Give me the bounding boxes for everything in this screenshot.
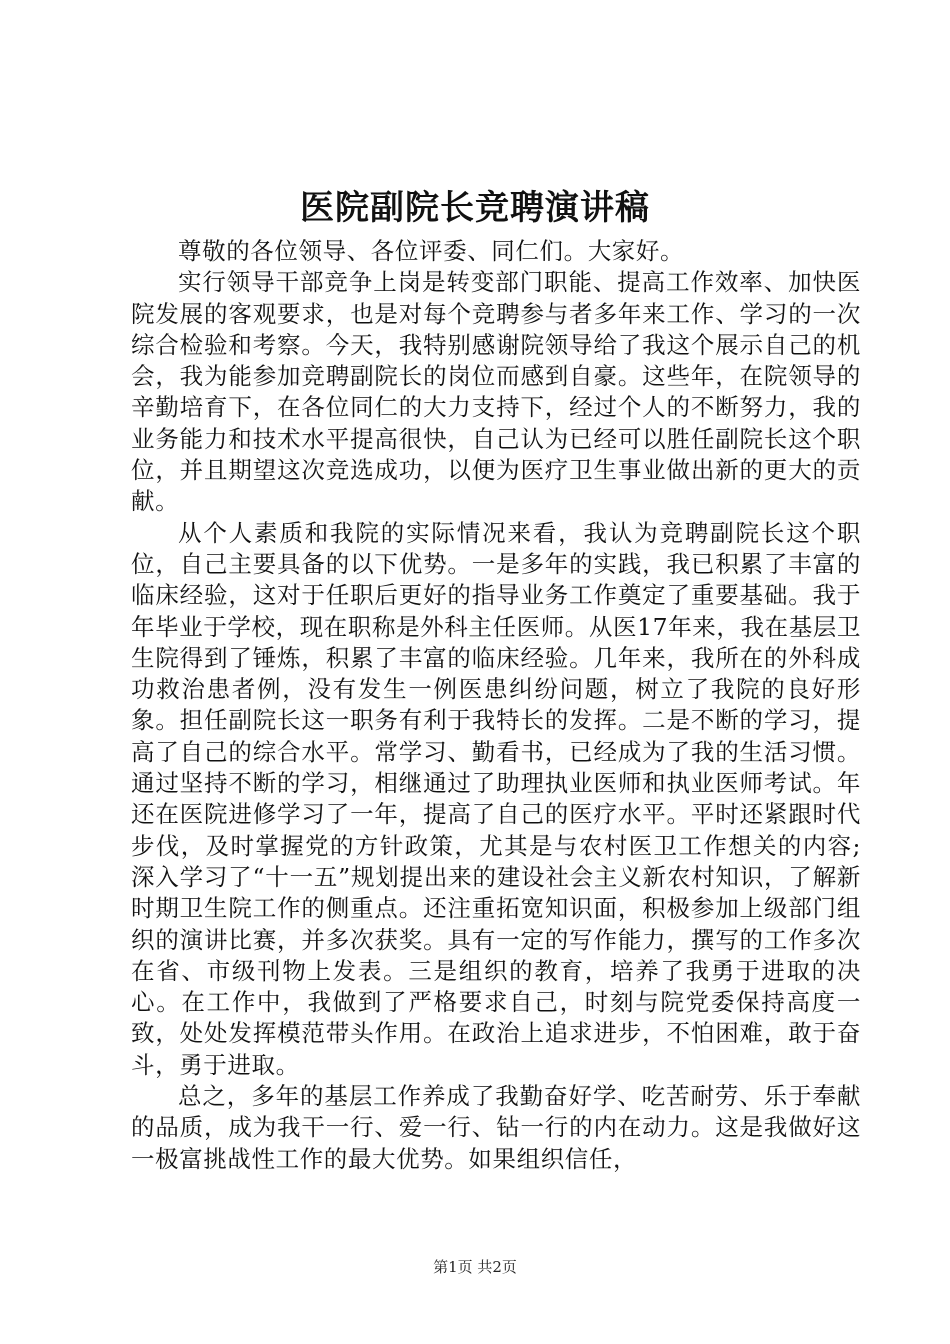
- document-title: 医院副院长竞聘演讲稿: [300, 188, 650, 228]
- paragraph-introduction: 实行领导干部竞争上岗是转变部门职能、提高工作效率、加快医院发展的客观要求，也是对每个竞聘参与者多年来工作、学习的一次综合检验和考察。今天，我特别感谢院领导给了我这个展示自己的机会，我为能参加竞聘副院长的岗位而感到自豪。这些年，在院领导的辛勤培育下，在各位同仁的大力支持下，经过个人的不断努力，我的业务能力和技术水平提高很快，自己认为已经可以胜任副院长这个职位，并且期望这次竞选成功，以便为医疗卫生事业做出新的更大的贡献。: [131, 268, 861, 516]
- page-number-footer: 第1页 共2页: [433, 1258, 517, 1276]
- paragraph-summary: 总之，多年的基层工作养成了我勤奋好学、吃苦耐劳、乐于奉献的品质，成为我干一行、爱一行、钻一行的内在动力。这是我做好这一极富挑战性工作的最大优势。如果组织信任，: [131, 1082, 861, 1173]
- document-body: [131, 236, 861, 1175]
- paragraph-greeting: 尊敬的各位领导、各位评委、同仁们。大家好。: [178, 237, 685, 265]
- paragraph-advantages: 从个人素质和我院的实际情况来看，我认为竞聘副院长这个职位，自己主要具备的以下优势。一是多年的实践，我已积累了丰富的临床经验，这对于任职后更好的指导业务工作奠定了重要基础。我于年毕业于学校，现在职称是外科主任医师。从医17年来，我在基层卫生院得到了锤炼，积累了丰富的临床经验。几年来，我所在的外科成功救治患者例，没有发生一例医患纠纷问题，树立了我院的良好形象。担任副院长这一职务有利于我特长的发挥。二是不断的学习，提高了自己的综合水平。常学习、勤看书，已经成为了我的生活习惯。通过坚持不断的学习，相继通过了助理执业医师和执业医师考试。年还在医院进修学习了一年，提高了自己的医疗水平。平时还紧跟时代步伐，及时掌握党的方针政策，尤其是与农村医卫工作想关的内容;深入学习了“十一五”规划提出来的建设社会主义新农村知识，了解新时期卫生院工作的侧重点。还注重拓宽知识面，积极参加上级部门组织的演讲比赛，并多次获奖。具有一定的写作能力，撰写的工作多次在省、市级刊物上发表。三是组织的教育，培养了我勇于进取的决心。在工作中，我做到了严格要求自己，时刻与院党委保持高度一致，处处发挥模范带头作用。在政治上追求进步，不怕困难，敢于奋斗，勇于进取。: [131, 518, 862, 1079]
